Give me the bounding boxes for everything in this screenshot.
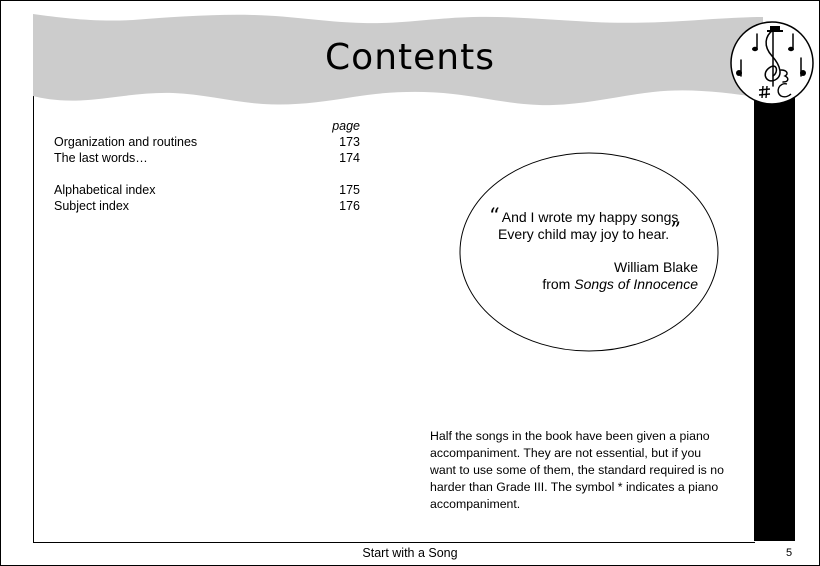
toc-entry-page: 173	[339, 135, 360, 149]
close-quote-mark: ”	[670, 218, 681, 242]
toc-entry[interactable]	[54, 150, 360, 166]
toc-entry[interactable]	[54, 182, 360, 198]
quote-source	[542, 276, 698, 293]
toc-entry-page: 175	[339, 183, 360, 197]
table-of-contents	[54, 118, 360, 214]
open-quote-mark: “	[489, 204, 500, 228]
toc-spacer	[54, 166, 360, 182]
quote-source-title: Songs of Innocence	[574, 276, 698, 292]
toc-entry-label: The last words…	[54, 151, 148, 165]
quote-attribution	[542, 259, 698, 293]
quote-oval	[459, 152, 719, 352]
quote-line-1	[489, 204, 681, 228]
toc-entry[interactable]	[54, 134, 360, 150]
quote-line-1-text: And I wrote my happy songs	[501, 209, 679, 225]
toc-entry[interactable]	[54, 198, 360, 214]
page-title: Contents	[325, 37, 495, 78]
quote-source-prefix: from	[542, 276, 571, 292]
footer-book-title: Start with a Song	[362, 546, 458, 560]
toc-entry-label: Alphabetical index	[54, 183, 156, 197]
toc-entry-label: Organization and routines	[54, 135, 198, 149]
quote-author: William Blake	[613, 259, 698, 275]
music-notes-circle-icon	[729, 20, 815, 106]
page-column-header: page	[332, 119, 360, 133]
footer-page-number: 5	[786, 547, 793, 559]
toc-entry-page: 176	[339, 199, 360, 213]
quote-line-2	[498, 218, 681, 243]
piano-note: Half the songs in the book have been given a piano accompaniment. They are not essential, but if you want to use some of them, the standard required is no harder than Grade III. The symbol * indicates a piano accompaniment.	[430, 429, 724, 511]
side-bar	[754, 96, 795, 541]
quote-block	[489, 204, 681, 243]
toc-entry-label: Subject index	[54, 199, 130, 213]
quote-line-2-text: Every child may joy to hear.	[498, 226, 670, 242]
toc-entry-page: 174	[339, 151, 360, 165]
